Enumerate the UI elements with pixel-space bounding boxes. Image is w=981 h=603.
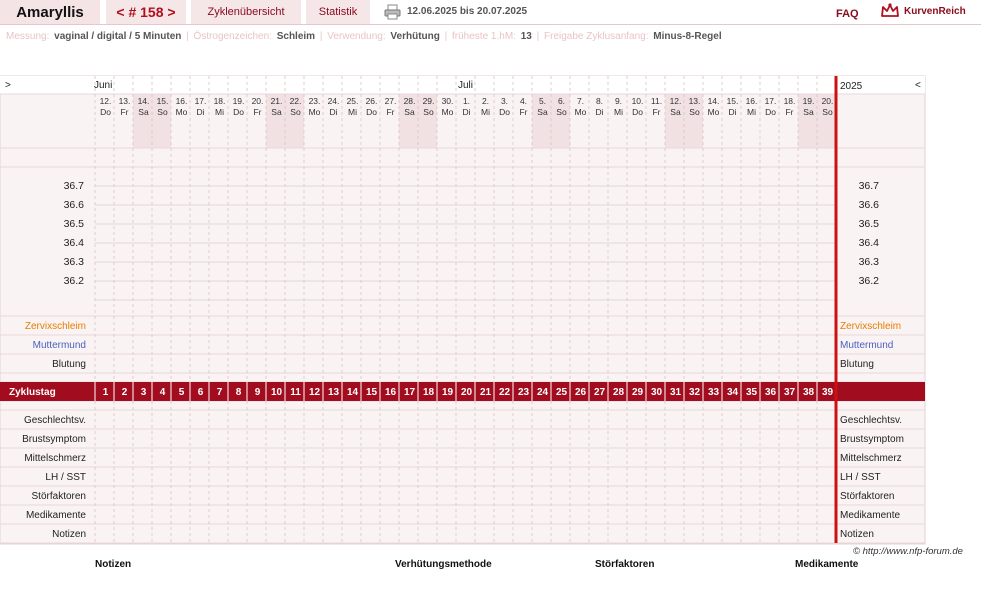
day-weekday: Di	[595, 107, 604, 117]
day-date: 28.	[403, 96, 416, 106]
observation-row-label: Muttermund	[32, 340, 86, 351]
day-weekday: Fr	[652, 107, 661, 117]
day-weekday: Sa	[670, 107, 681, 117]
cycle-day-number: 16	[384, 387, 397, 398]
temperature-label-left: 36.7	[63, 180, 84, 192]
cycle-day-number: 11	[290, 387, 301, 398]
cycle-day-number: 12	[308, 387, 321, 398]
day-weekday: So	[290, 107, 301, 117]
cycle-day-number: 21	[479, 387, 492, 398]
cycle-day-number: 15	[365, 387, 378, 398]
day-date: 26.	[365, 96, 378, 106]
tab-cycle-overview-label: Zyklenübersicht	[207, 6, 285, 18]
day-date: 20.	[821, 96, 834, 106]
symptom-row-label: Brustsymptom	[22, 434, 86, 445]
day-date: 14.	[137, 96, 150, 106]
temperature-label-right: 36.7	[858, 180, 879, 192]
day-weekday: Sa	[803, 107, 814, 117]
day-date: 15.	[156, 96, 169, 106]
cycle-day-number: 4	[159, 387, 166, 398]
info-label: Östrogenzeichen:	[193, 31, 275, 42]
day-date: 3.	[500, 96, 509, 106]
cycle-day-number: 10	[270, 387, 283, 398]
info-separator: |	[317, 31, 326, 42]
symptom-row-label-right: Notizen	[840, 529, 874, 540]
day-weekday: Di	[728, 107, 737, 117]
symptom-row-label-right: Geschlechtsv.	[840, 415, 903, 426]
day-weekday: Fr	[785, 107, 794, 117]
day-date: 19.	[802, 96, 815, 106]
day-weekday: Di	[462, 107, 471, 117]
observation-row-label-right: Blutung	[840, 359, 874, 370]
day-date: 30.	[441, 96, 454, 106]
brand-name: KurvenReich	[904, 5, 966, 17]
scroll-right-button[interactable]: <	[915, 80, 921, 91]
symptom-row-label-right: Mittelschmerz	[840, 453, 902, 464]
day-date: 21.	[270, 96, 283, 106]
temperature-label-right: 36.4	[858, 237, 879, 249]
month-label-july: Juli	[458, 80, 474, 91]
day-weekday: Mo	[175, 107, 188, 117]
day-weekday: Mo	[574, 107, 587, 117]
cycle-day-number: 19	[441, 387, 454, 398]
day-weekday: Mi	[614, 107, 623, 117]
day-date: 8.	[595, 96, 604, 106]
day-date: 1.	[462, 96, 471, 106]
cycle-day-number: 18	[422, 387, 435, 398]
cycle-day-number: 25	[555, 387, 568, 398]
symptom-row-label-right: LH / SST	[840, 472, 881, 483]
footer-disturbances-heading: Störfaktoren	[595, 559, 655, 570]
day-date: 12.	[99, 96, 112, 106]
day-weekday: Mi	[348, 107, 357, 117]
cycle-number: < # 158 >	[116, 4, 176, 20]
cycle-day-number: 8	[235, 387, 242, 398]
day-weekday: Mo	[308, 107, 321, 117]
cycle-day-number: 29	[631, 387, 644, 398]
day-weekday: Mo	[707, 107, 720, 117]
cycle-day-number: 32	[688, 387, 701, 398]
cycle-day-number: 33	[707, 387, 720, 398]
symptom-row-label-right: Brustsymptom	[840, 434, 904, 445]
footer-method-heading: Verhütungsmethode	[395, 559, 492, 570]
day-weekday: Fr	[253, 107, 262, 117]
temperature-label-left: 36.4	[63, 237, 84, 249]
observation-row-label-right: Muttermund	[840, 340, 894, 351]
day-weekday: So	[423, 107, 434, 117]
cycle-day-number: 31	[669, 387, 682, 398]
year-label: 2025	[840, 81, 863, 92]
day-weekday: Fr	[386, 107, 395, 117]
symptom-row-label: Mittelschmerz	[24, 453, 86, 464]
observation-row-label: Blutung	[52, 359, 86, 370]
temperature-label-right: 36.6	[858, 199, 879, 211]
symptom-row-label: Medikamente	[25, 510, 86, 521]
day-date: 13.	[688, 96, 701, 106]
day-date: 7.	[576, 96, 585, 106]
day-date: 16.	[175, 96, 188, 106]
cycle-day-number: 3	[140, 387, 147, 398]
day-weekday: Do	[499, 107, 510, 117]
scroll-left-button[interactable]: >	[5, 80, 11, 91]
temperature-label-left: 36.6	[63, 199, 84, 211]
cycle-day-number: 6	[197, 387, 204, 398]
cycle-day-number: 39	[821, 387, 834, 398]
info-value: 13	[520, 31, 532, 42]
day-date: 25.	[346, 96, 359, 106]
day-date: 17.	[194, 96, 207, 106]
temperature-label-left: 36.5	[63, 218, 84, 230]
day-weekday: Do	[632, 107, 643, 117]
tab-statistics-label: Statistik	[318, 6, 358, 18]
day-date: 18.	[213, 96, 226, 106]
day-weekday: Fr	[120, 107, 129, 117]
cycle-day-number: 36	[764, 387, 777, 398]
day-date: 9.	[614, 96, 623, 106]
date-range: 12.06.2025 bis 20.07.2025	[407, 6, 528, 17]
temperature-label-right: 36.5	[858, 218, 879, 230]
day-weekday: So	[157, 107, 168, 117]
day-date: 16.	[745, 96, 758, 106]
user-name: Amaryllis	[16, 3, 84, 21]
day-weekday: Sa	[404, 107, 415, 117]
day-weekday: Sa	[537, 107, 548, 117]
cycle-day-number: 37	[783, 387, 796, 398]
day-date: 17.	[764, 96, 777, 106]
temperature-label-right: 36.3	[858, 256, 879, 268]
day-date: 20.	[251, 96, 264, 106]
info-separator: |	[533, 31, 542, 42]
day-weekday: Sa	[271, 107, 282, 117]
cycle-day-number: 5	[178, 387, 185, 398]
day-date: 29.	[422, 96, 435, 106]
day-weekday: Mo	[441, 107, 454, 117]
day-weekday: Do	[366, 107, 377, 117]
symptom-row-label: LH / SST	[45, 472, 86, 483]
symptom-row-label: Notizen	[52, 529, 86, 540]
cycle-day-number: 1	[102, 387, 109, 398]
day-weekday: Di	[196, 107, 205, 117]
info-value: Schleim	[276, 31, 316, 42]
observation-row-label-right: Zervixschleim	[840, 321, 902, 332]
day-weekday: Sa	[138, 107, 149, 117]
symptom-row-label: Störfaktoren	[31, 491, 86, 502]
cycle-day-number: 26	[574, 387, 587, 398]
info-value: vaginal / digital / 5 Minuten	[54, 31, 182, 42]
day-date: 27.	[384, 96, 397, 106]
day-date: 6.	[557, 96, 566, 106]
footer-notes-heading: Notizen	[95, 559, 132, 570]
day-date: 19.	[232, 96, 245, 106]
day-date: 12.	[669, 96, 682, 106]
cycle-day-number: 9	[254, 387, 261, 398]
info-label: Freigabe Zyklusanfang:	[544, 31, 652, 42]
info-separator: |	[441, 31, 451, 42]
info-label: Messung:	[6, 31, 53, 42]
day-weekday: So	[556, 107, 567, 117]
cycle-day-number: 30	[650, 387, 663, 398]
day-weekday: Mi	[747, 107, 756, 117]
day-date: 18.	[783, 96, 796, 106]
day-date: 22.	[289, 96, 302, 106]
cycle-day-label: Zyklustag	[9, 387, 56, 398]
cycle-day-number: 28	[612, 387, 625, 398]
day-weekday: Di	[329, 107, 338, 117]
symptom-row-label-right: Medikamente	[840, 510, 901, 521]
copyright-link[interactable]: © http://www.nfp-forum.de	[853, 546, 963, 557]
footer-medication-heading: Medikamente	[795, 559, 859, 570]
info-label: Verwendung:	[327, 31, 389, 42]
cycle-day-number: 22	[498, 387, 511, 398]
day-date: 10.	[631, 96, 644, 106]
day-weekday: So	[689, 107, 700, 117]
day-weekday: Fr	[519, 107, 528, 117]
day-weekday: Mi	[481, 107, 490, 117]
info-value: Verhütung	[390, 31, 440, 42]
day-date: 11.	[650, 96, 663, 106]
cycle-day-number: 23	[517, 387, 530, 398]
cycle-day-number: 24	[536, 387, 549, 398]
day-weekday: Do	[765, 107, 776, 117]
faq-link[interactable]: FAQ	[836, 8, 859, 20]
day-date: 14.	[707, 96, 720, 106]
day-date: 24.	[327, 96, 340, 106]
day-date: 23.	[308, 96, 321, 106]
day-weekday: So	[822, 107, 833, 117]
day-date: 13.	[118, 96, 131, 106]
temperature-label-left: 36.3	[63, 256, 84, 268]
symptom-row-label: Geschlechtsv.	[23, 415, 86, 426]
month-label-june: Juni	[94, 80, 113, 91]
cycle-day-number: 7	[216, 387, 223, 398]
day-weekday: Mi	[215, 107, 224, 117]
temperature-label-left: 36.2	[63, 275, 84, 287]
info-label: früheste 1.hM:	[452, 31, 519, 42]
day-date: 15.	[726, 96, 739, 106]
day-date: 5.	[538, 96, 547, 106]
cycle-day-number: 2	[121, 387, 128, 398]
cycle-day-number: 38	[802, 387, 815, 398]
day-date: 2.	[481, 96, 490, 106]
info-separator: |	[183, 31, 192, 42]
info-value: Minus-8-Regel	[653, 31, 722, 42]
cycle-day-number: 34	[726, 387, 739, 398]
day-date: 4.	[519, 96, 528, 106]
observation-row-label: Zervixschleim	[24, 321, 86, 332]
day-weekday: Do	[233, 107, 244, 117]
cycle-day-number: 17	[403, 387, 416, 398]
cycle-day-number: 13	[327, 387, 340, 398]
symptom-row-label-right: Störfaktoren	[840, 491, 895, 502]
cycle-day-number: 14	[346, 387, 359, 398]
cycle-day-number: 27	[593, 387, 606, 398]
day-weekday: Do	[100, 107, 111, 117]
temperature-label-right: 36.2	[858, 275, 879, 287]
cycle-day-number: 20	[460, 387, 473, 398]
cycle-day-number: 35	[745, 387, 758, 398]
